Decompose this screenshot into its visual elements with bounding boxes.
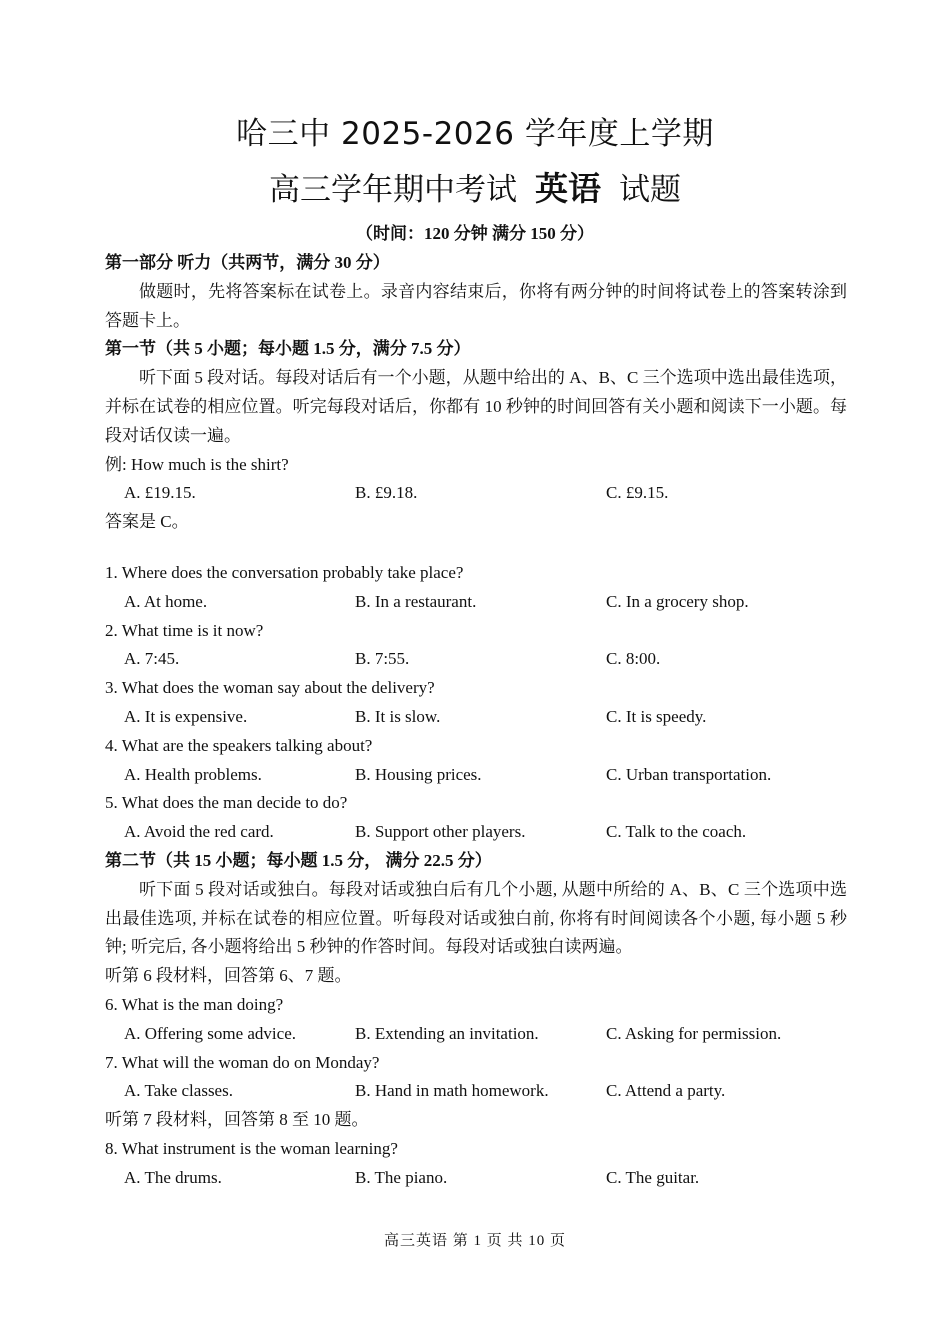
option-a: A. 7:45. (124, 649, 180, 669)
option-a: A. The drums. (124, 1167, 222, 1187)
question-5-options (105, 818, 847, 847)
option-b: B. In a restaurant. (355, 591, 477, 611)
question-5: 5. What does the man decide to do? (105, 793, 348, 813)
question-8-options (105, 1164, 847, 1193)
option-c: C. It is speedy. (606, 706, 707, 726)
question-1: 1. Where does the conversation probably take place? (105, 562, 464, 582)
option-b: B. Hand in math homework. (355, 1081, 549, 1101)
question-2-options (105, 645, 847, 674)
question-1-options (105, 588, 847, 617)
option-b: B. 7:55. (355, 649, 410, 669)
option-a: A. Avoid the red card. (124, 822, 274, 842)
part1-intro: 做题时，先将答案标在试卷上。录音内容结束后，你将有两分钟的时间将试卷上的答案转涂到答题卡上。 (105, 281, 847, 330)
option-b: B. Support other players. (355, 822, 526, 842)
subject-name: 英语 (535, 169, 601, 208)
subtitle-suffix: 试题 (619, 172, 681, 208)
time-info: （时间：120 分钟 满分 150 分） (356, 224, 594, 243)
option-a: A. Offering some advice. (124, 1023, 296, 1043)
question-6-options (105, 1020, 847, 1049)
question-4-options (105, 761, 847, 790)
question-3-options (105, 703, 847, 732)
example-question: 例: How much is the shirt? (105, 454, 289, 474)
option-b: B. The piano. (355, 1167, 448, 1187)
option-c: C. Urban transportation. (606, 764, 772, 784)
option-b: B. It is slow. (355, 706, 441, 726)
option-c: C. In a grocery shop. (606, 591, 749, 611)
section1-heading: 第一节（共 5 小题；每小题 1.5 分，满分 7.5 分） (105, 339, 471, 359)
question-7: 7. What will the woman do on Monday? (105, 1052, 380, 1072)
option-b: B. Housing prices. (355, 764, 482, 784)
section2-heading: 第二节（共 15 小题；每小题 1.5 分， 满分 22.5 分） (105, 850, 492, 870)
section2-instructions: 听下面 5 段对话或独白。每段对话或独白后有几个小题, 从题中所给的 A、B、C 三个选项中选出最佳选项, 并标在试卷的相应位置。听每段对话或独白前, 你将有时间阅读各个小题, 每小题 5 秒钟; 听完后, 各小题将给出 5 秒钟的作答时间。每段对话或独白读两遍。 (105, 879, 847, 957)
spacer (105, 537, 847, 559)
example-options (105, 479, 847, 508)
question-2: 2. What time is it now? (105, 620, 264, 640)
option-c: C. 8:00. (606, 649, 661, 669)
material-7-note: 听第 7 段材料，回答第 8 至 10 题。 (105, 1110, 369, 1130)
part1-heading: 第一部分 听力（共两节，满分 30 分） (105, 253, 390, 272)
option-a: A. It is expensive. (124, 706, 248, 726)
option-a: A. Health problems. (124, 764, 262, 784)
option-c: C. Talk to the coach. (606, 822, 747, 842)
question-4: 4. What are the speakers talking about? (105, 735, 373, 755)
page-footer: 高三英语 第 1 页 共 10 页 (383, 1233, 566, 1249)
subtitle-prefix: 高三学年期中考试 (269, 172, 517, 208)
question-6: 6. What is the man doing? (105, 994, 284, 1014)
question-3: 3. What does the woman say about the delivery? (105, 678, 435, 698)
option-a: A. At home. (124, 591, 208, 611)
option-b: B. £9.18. (355, 483, 418, 503)
question-7-options (105, 1077, 847, 1106)
exam-title: 哈三中 2025-2026 学年度上学期 (236, 116, 714, 152)
question-8: 8. What instrument is the woman learning? (105, 1138, 398, 1158)
option-a: A. £19.15. (124, 483, 196, 503)
option-c: C. The guitar. (606, 1167, 700, 1187)
exam-subtitle (0, 167, 950, 212)
option-a: A. Take classes. (124, 1081, 233, 1101)
option-b: B. Extending an invitation. (355, 1023, 539, 1043)
section1-instructions: 听下面 5 段对话。每段对话后有一个小题，从题中给出的 A、B、C 三个选项中选出最佳选项，并标在试卷的相应位置。听完每段对话后，你都有 10 秒钟的时间回答有关小题和阅读下一小题。每段对话仅读一遍。 (105, 368, 847, 445)
exam-content (105, 249, 847, 1193)
option-c: C. Attend a party. (606, 1081, 726, 1101)
material-6-note: 听第 6 段材料，回答第 6、7 题。 (105, 966, 352, 986)
example-answer: 答案是 C。 (105, 512, 189, 532)
option-c: C. £9.15. (606, 483, 669, 503)
option-c: C. Asking for permission. (606, 1023, 782, 1043)
